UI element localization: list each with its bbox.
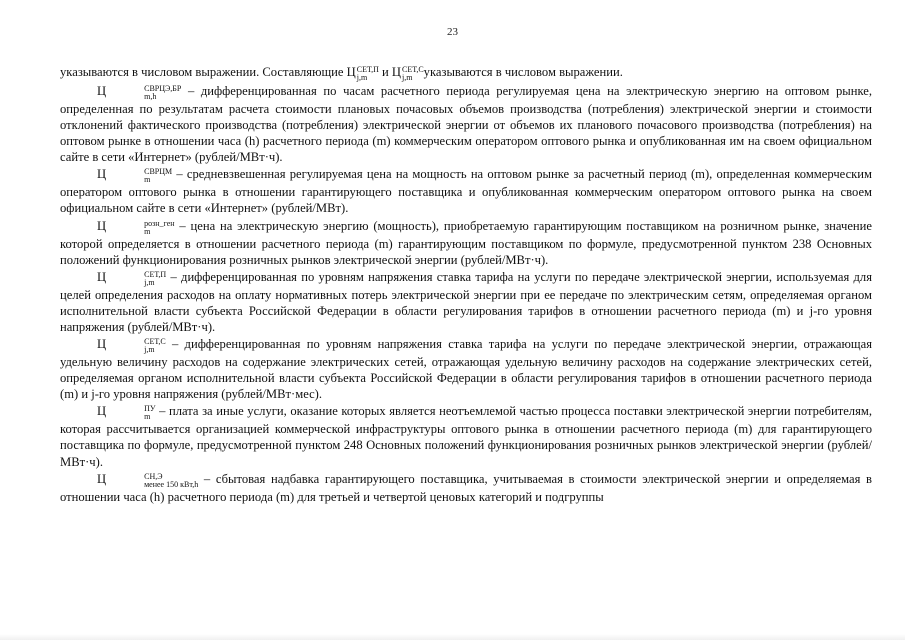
symbol-sup: ПУ: [144, 404, 156, 414]
definition-text: – дифференцированная по часам расчетного периода регулируемая цена на электрическую энергию на оптовом рынке, определенная по результатам расчета стоимости плановых почасовых объемов производства (потребления) электрической энергии и стоимости отклонений фактического производства (потребления) электрической энергии от объемов их планового почасового производства (потребления) на оптовом рынке в отношении часа (h) расчетного периода (m) коммерческим оператором оптового рынка и опубликованная им на своем официальном сайте в сети «Интернет» (рублей/МВт·ч).: [60, 84, 872, 165]
definition-text: – средневзвешенная регулируемая цена на мощность на оптовом рынке за расчетный период (m), определенная коммерческим оператором оптового рынка в отношении гарантирующего поставщика и опубликованная коммерческим оператором оптового рынка на своем официальном сайте в сети «Интернет» (рублей/МВт).: [60, 167, 872, 216]
scan-edge-shadow: [0, 634, 905, 640]
symbol-sub: m: [144, 226, 151, 236]
paragraph-intro: [60, 64, 872, 82]
symbol-sub: m: [144, 175, 151, 185]
symbol-svrcm: [97, 167, 173, 185]
intro-text-after: указываются в числовом выражении.: [423, 65, 623, 79]
paragraph-set-p: [60, 269, 872, 335]
symbol-sub: менее 150 кВт,h: [144, 479, 199, 489]
intro-text-before: указываются в числовом выражении. Составляющие: [60, 65, 347, 79]
paragraph-svrcz: [60, 83, 872, 165]
paragraph-svrcm: [60, 166, 872, 216]
symbol-base: Ц: [97, 471, 107, 486]
symbol-sub: j,m: [144, 277, 155, 287]
symbol-sup: СВРЦМ: [144, 167, 173, 177]
symbol-sup: СН,Э: [144, 471, 163, 481]
symbol-pu: [97, 404, 156, 422]
paragraph-sn: [60, 471, 872, 505]
paragraph-set-s: [60, 336, 872, 402]
symbol-svrcz: [97, 84, 182, 101]
definition-text: – цена на электрическую энергию (мощность), приобретаемую гарантирующим поставщиком на розничном рынке, значение которой определяется в отношении расчетного периода (m) гарантирующим поставщиком по формуле, предусмотренной пунктом 238 Основных положений функционирования розничных рынков электрической энергии (рублей/МВт·ч).: [60, 218, 872, 267]
definition-text: – дифференцированная по уровням напряжения ставка тарифа на услуги по передаче электрической энергии, используемая для целей определения расходов на оплату нормативных потерь электрической энергии при ее передаче по электрическим сетям, определяемая органом исполнительной власти субъекта Российской Федерации в области регулирования тарифов в отношении расчетного периода (m) и j-го уровня напряжения (рублей/МВт·ч).: [60, 269, 872, 334]
symbol-sup: розн_ген: [144, 218, 175, 228]
definition-text: – сбытовая надбавка гарантирующего поставщика, учитываемая в стоимости электрической энергии и определяемая в отношении часа (h) расчетного периода (m) для третьей и четвертой ценовых категорий и подгруппы: [60, 471, 872, 504]
symbol-sup: СЕТ,С: [144, 337, 166, 347]
definition-text: – плата за иные услуги, оказание которых является неотъемлемой частью процесса поставки электрической энергии потребителям, которая рассчитывается организацией коммерческой инфраструктуры оптового рынка в отношении расчетного периода (m) для гарантирующего поставщика по формуле, предусмотренной пунктом 248 Основных положений функционирования розничных рынков электрической энергии (рублей/МВт·ч).: [60, 404, 872, 469]
paragraph-rozn: [60, 218, 872, 268]
page-number: 23: [447, 26, 458, 38]
symbol-set-s-def: [97, 337, 166, 355]
document-body: [60, 64, 872, 506]
symbol-base: Ц: [97, 218, 107, 233]
symbol-sub: j,m: [144, 345, 155, 355]
symbol-base: Ц: [97, 167, 107, 182]
symbol-sub: m,h: [144, 92, 157, 101]
symbol-base: Ц: [97, 84, 107, 98]
symbol-set-p-def: [97, 269, 167, 287]
symbol-sub: j,m: [356, 73, 368, 82]
intro-text-mid: и: [378, 65, 392, 79]
symbol-sup: СВРЦЭ,БР: [144, 84, 182, 93]
symbol-sn: [97, 471, 199, 489]
symbol-base: Ц: [346, 65, 356, 79]
symbol-sub: m: [144, 412, 151, 422]
symbol-base: Ц: [97, 404, 107, 419]
symbol-sup: СЕТ,П: [356, 65, 379, 74]
symbol-base: Ц: [97, 269, 107, 284]
definition-text: – дифференцированная по уровням напряжения ставка тарифа на услуги по передаче электрической энергии, отражающая удельную величину расходов на содержание электрических сетей, отражающая удельную величину расходов на содержание электрических сетей, определяемая органом исполнительной власти субъекта Российской Федерации в области регулирования тарифов в отношении расчетного периода (m) и j-го уровня напряжения (рублей/МВт·мес).: [60, 337, 872, 402]
symbol-rozn-gen: [97, 218, 175, 236]
symbol-base: Ц: [97, 337, 107, 352]
symbol-base: Ц: [391, 65, 402, 79]
symbol-sup: СЕТ,С: [402, 65, 424, 74]
paragraph-pu: [60, 403, 872, 469]
symbol-sup: СЕТ,П: [144, 269, 167, 279]
symbol-set-p: [346, 65, 379, 82]
symbol-set-s: [391, 65, 424, 82]
symbol-sub: j,m: [402, 73, 413, 82]
